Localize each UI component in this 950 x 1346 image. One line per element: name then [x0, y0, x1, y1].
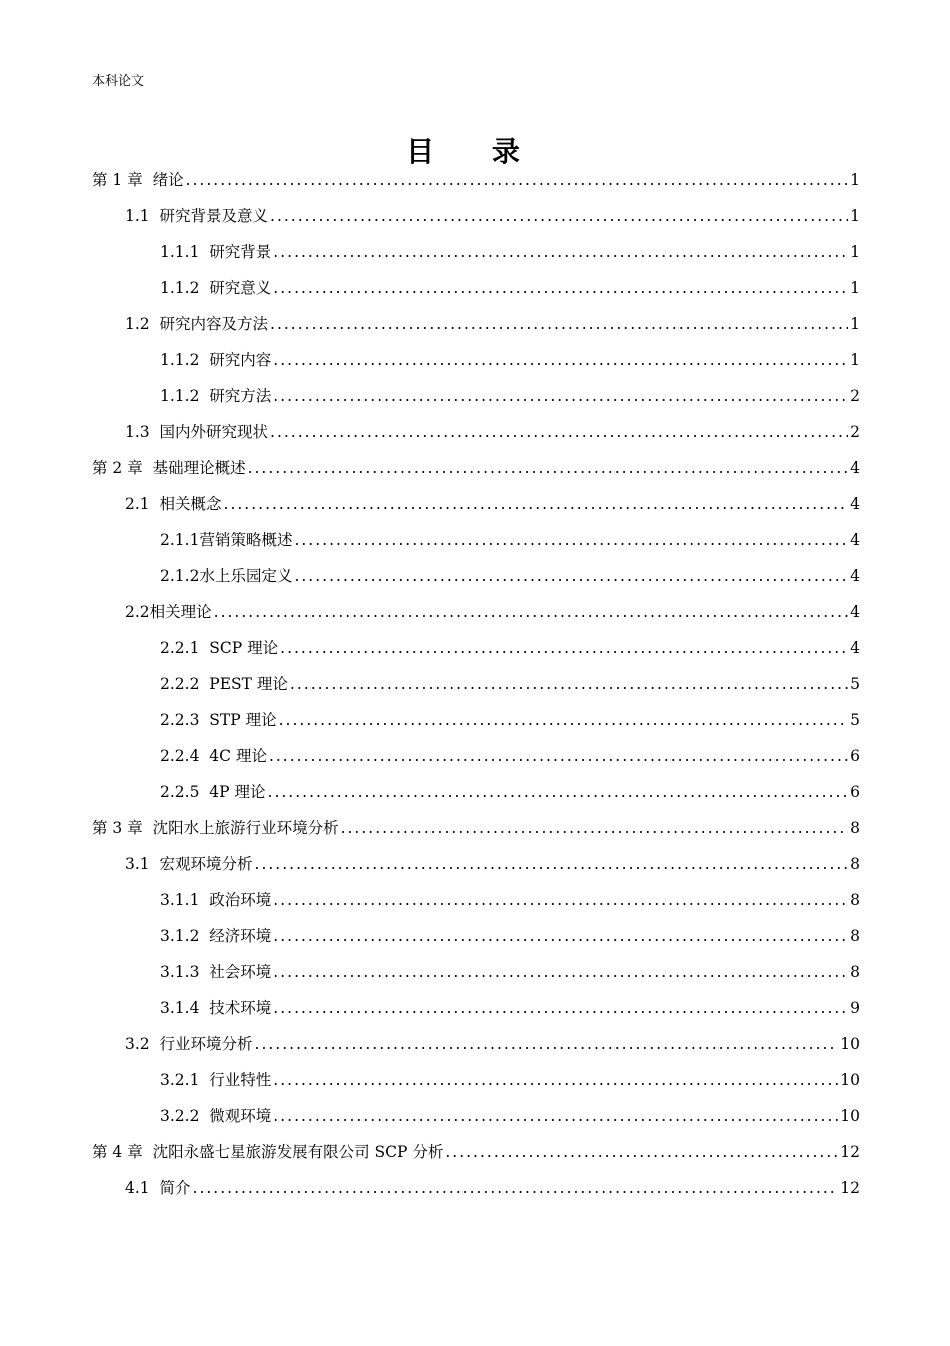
- toc-entry[interactable]: [125, 1176, 860, 1212]
- toc-entry[interactable]: [125, 312, 860, 348]
- toc-entry[interactable]: [160, 276, 860, 312]
- toc-entry-label: 2.1 相关概念: [125, 495, 222, 513]
- toc-entry-page: 10: [840, 1107, 860, 1125]
- toc-entry-label: 1.1.2 研究意义: [160, 279, 272, 297]
- toc-entry-label: 3.1.3 社会环境: [160, 963, 272, 981]
- dot-leader: [273, 351, 848, 369]
- toc-entry-page: 10: [840, 1071, 860, 1089]
- toc-entry[interactable]: [160, 744, 860, 780]
- dot-leader: [270, 423, 848, 441]
- toc-entry[interactable]: [160, 996, 860, 1032]
- toc-entry[interactable]: [160, 960, 860, 996]
- toc-entry-label: 2.2.4 4C 理论: [160, 747, 267, 765]
- toc-entry[interactable]: [160, 240, 860, 276]
- toc-entry-label: 1.1.1 研究背景: [160, 243, 272, 261]
- toc-entry[interactable]: [160, 888, 860, 924]
- toc-entry-label: 3.1.4 技术环境: [160, 999, 272, 1017]
- toc-entry-page: 4: [850, 639, 860, 657]
- dot-leader: [290, 675, 848, 693]
- toc-entry-page: 6: [850, 783, 860, 801]
- toc-entry[interactable]: [160, 1104, 860, 1140]
- toc-entry-page: 1: [850, 207, 860, 225]
- toc-entry-page: 4: [850, 603, 860, 621]
- dot-leader: [193, 1179, 839, 1197]
- toc-entry-page: 2: [850, 387, 860, 405]
- toc-entry-label: 3.2.1 行业特性: [160, 1071, 272, 1089]
- dot-leader: [273, 279, 848, 297]
- toc-entry-page: 8: [850, 819, 860, 837]
- toc-entry-label: 1.1.2 研究内容: [160, 351, 272, 369]
- toc-entry[interactable]: [125, 204, 860, 240]
- toc-entry-page: 8: [850, 927, 860, 945]
- toc-entry[interactable]: [92, 816, 860, 852]
- toc-entry-label: 3.1 宏观环境分析: [125, 855, 253, 873]
- toc-entry[interactable]: [92, 456, 860, 492]
- dot-leader: [255, 855, 849, 873]
- toc-entry-page: 8: [850, 963, 860, 981]
- toc-entry[interactable]: [160, 528, 860, 564]
- dot-leader: [273, 891, 848, 909]
- toc-entry-page: 2: [850, 423, 860, 441]
- toc-entry-page: 4: [850, 459, 860, 477]
- toc-entry-label: 第 3 章 沈阳水上旅游行业环境分析: [92, 819, 339, 837]
- toc-entry-label: 第 4 章 沈阳永盛七星旅游发展有限公司 SCP 分析: [92, 1143, 444, 1161]
- toc-entry-page: 4: [850, 531, 860, 549]
- dot-leader: [214, 603, 848, 621]
- dot-leader: [273, 243, 848, 261]
- toc-entry-label: 2.1.1营销策略概述: [160, 531, 293, 549]
- dot-leader: [294, 531, 848, 549]
- dot-leader: [273, 1071, 838, 1089]
- toc-entry[interactable]: [160, 780, 860, 816]
- dot-leader: [445, 1143, 838, 1161]
- toc-entry[interactable]: [160, 348, 860, 384]
- toc-entry-label: 1.3 国内外研究现状: [125, 423, 269, 441]
- toc-entry-label: 1.1.2 研究方法: [160, 387, 272, 405]
- dot-leader: [341, 819, 849, 837]
- toc-entry-page: 6: [850, 747, 860, 765]
- toc-entry[interactable]: [160, 564, 860, 600]
- toc-entry-page: 12: [840, 1179, 860, 1197]
- dot-leader: [270, 207, 848, 225]
- toc-entry-label: 1.1 研究背景及意义: [125, 207, 269, 225]
- dot-leader: [273, 963, 848, 981]
- toc-entry-page: 1: [850, 351, 860, 369]
- dot-leader: [273, 999, 848, 1017]
- toc-entry-page: 4: [850, 495, 860, 513]
- toc-entry-page: 1: [850, 243, 860, 261]
- toc-entry[interactable]: [125, 420, 860, 456]
- toc-entry-label: 2.2.2 PEST 理论: [160, 675, 288, 693]
- dot-leader: [248, 459, 849, 477]
- toc-entry-page: 1: [850, 171, 860, 189]
- toc-entry-label: 第 2 章 基础理论概述: [92, 459, 246, 477]
- toc-entry[interactable]: [160, 924, 860, 960]
- toc-entry[interactable]: [92, 1140, 860, 1176]
- toc-entry-label: 第 1 章 绪论: [92, 171, 184, 189]
- toc-entry-page: 4: [850, 567, 860, 585]
- toc-entry-label: 2.2.1 SCP 理论: [160, 639, 279, 657]
- toc-entry[interactable]: [160, 636, 860, 672]
- dot-leader: [270, 315, 848, 333]
- toc-entry-label: 2.2相关理论: [125, 603, 212, 621]
- toc-entry[interactable]: [160, 1068, 860, 1104]
- toc-entry-page: 1: [850, 279, 860, 297]
- toc-entry-label: 1.2 研究内容及方法: [125, 315, 269, 333]
- dot-leader: [294, 567, 848, 585]
- dot-leader: [273, 387, 848, 405]
- toc-entry[interactable]: [92, 168, 860, 204]
- toc-entry-label: 3.1.1 政治环境: [160, 891, 272, 909]
- toc-entry-page: 8: [850, 891, 860, 909]
- toc-title: 目 录: [406, 135, 544, 168]
- toc-entry-page: 5: [850, 675, 860, 693]
- toc-entry-page: 8: [850, 855, 860, 873]
- toc-entry-page: 1: [850, 315, 860, 333]
- dot-leader: [269, 747, 848, 765]
- toc-entry-label: 3.2 行业环境分析: [125, 1035, 253, 1053]
- toc-entry[interactable]: [125, 852, 860, 888]
- toc-entry[interactable]: [160, 672, 860, 708]
- toc-entry-label: 2.2.5 4P 理论: [160, 783, 266, 801]
- toc-entry-page: 5: [850, 711, 860, 729]
- dot-leader: [255, 1035, 839, 1053]
- toc-entry[interactable]: [125, 492, 860, 528]
- toc-entry-label: 3.2.2 微观环境: [160, 1107, 272, 1125]
- toc-entry-label: 3.1.2 经济环境: [160, 927, 272, 945]
- dot-leader: [279, 711, 849, 729]
- toc-entry-label: 2.2.3 STP 理论: [160, 711, 277, 729]
- toc-entry[interactable]: [125, 1032, 860, 1068]
- dot-leader: [273, 1107, 838, 1125]
- toc-entry[interactable]: [160, 384, 860, 420]
- toc-entry[interactable]: [125, 600, 860, 636]
- toc-entry[interactable]: [160, 708, 860, 744]
- toc-entry-page: 12: [840, 1143, 860, 1161]
- dot-leader: [224, 495, 849, 513]
- toc-entry-label: 4.1 简介: [125, 1179, 191, 1197]
- dot-leader: [280, 639, 848, 657]
- dot-leader: [268, 783, 849, 801]
- dot-leader: [273, 927, 848, 945]
- page-header: 本科论文: [92, 74, 145, 89]
- toc-entry-label: 2.1.2水上乐园定义: [160, 567, 293, 585]
- dot-leader: [186, 171, 849, 189]
- toc-entry-page: 10: [840, 1035, 860, 1053]
- toc-entry-page: 9: [850, 999, 860, 1017]
